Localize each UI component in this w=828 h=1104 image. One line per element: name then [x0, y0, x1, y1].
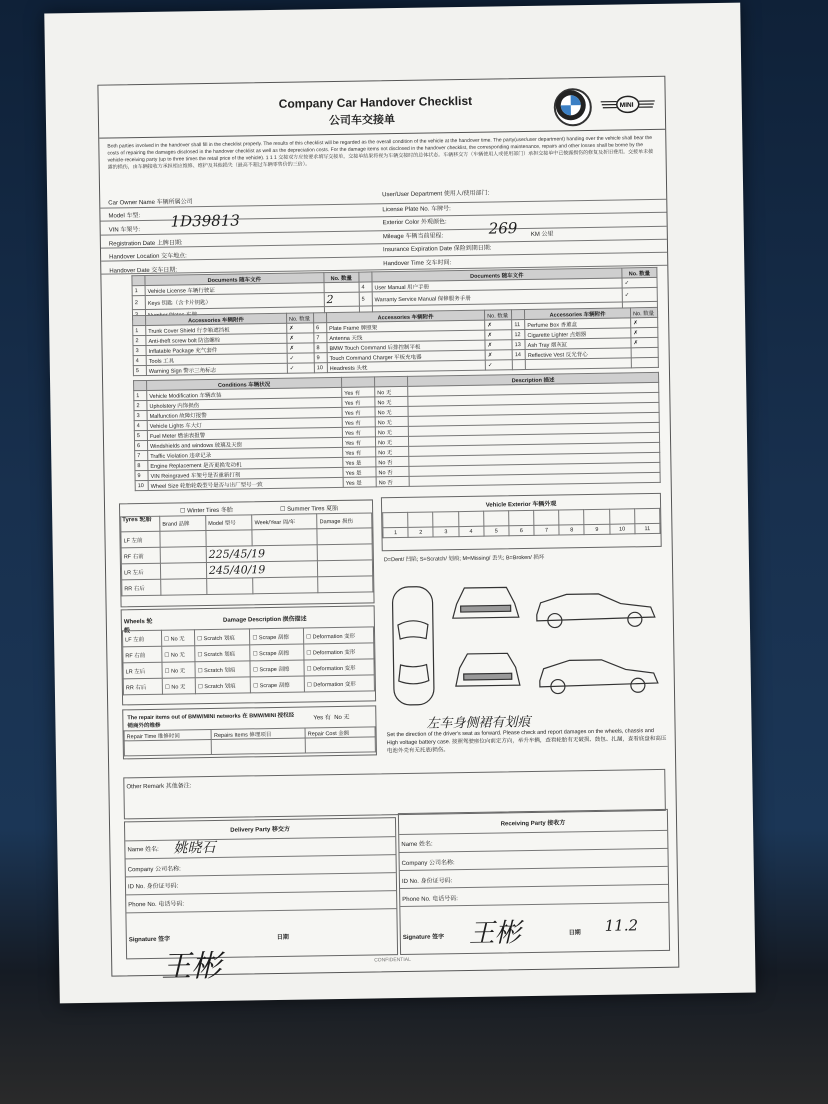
check-mark[interactable]: ✓ — [622, 287, 657, 302]
table-row: 1 Vehicle Modification 车辆改装 Yes 有 No 无 — [134, 382, 659, 400]
paper-sheet — [44, 3, 755, 1004]
table-row: 1 Vehicle License 车辆行驶证 4 User Manual 用户手册 ✓ — [132, 277, 657, 295]
delivery-company-field[interactable]: Company 公司名称: — [127, 866, 181, 874]
tyres-section: Tyres 轮胎 ☐ Winter Tires 冬胎 ☐ Summer Tires 夏胎 Brand 品牌 Model 型号 Week/Year 周/年 Damage 损伤 LF 左前 RF 右前 225/45/19 LR 左后 245/40/19 RR 右后 — [119, 499, 375, 607]
car-rear-view — [455, 653, 519, 686]
vin-field[interactable]: VIN 车架号: — [108, 227, 141, 234]
keys-count-handwriting: 2 — [326, 293, 334, 307]
form-title-cn: 公司车交接单 — [328, 114, 396, 128]
tyre-model-rf-handwriting: 225/45/19 — [208, 547, 266, 562]
table-row: 7 Traffic Violation 违章记录 Yes 有 No 无 — [135, 442, 660, 460]
documents-no-header: No. 数量 — [324, 272, 359, 283]
confidential-footer: CONFIDENTIAL — [374, 956, 411, 964]
damage-legend: D=Dent/ 凹陷; S=Scratch/ 划痕; M=Missing/ 丢失; B=Broken/ 损坏 — [383, 554, 545, 564]
conditions-table: Conditions 车辆状况 Description 描述 1 Vehicle Modification 车辆改装 Yes 有 No 无 2 Upholstery 内饰损伤 Yes 有 No 无 3 Malfunction 故障灯报警 Yes 有 No 无 4 Vehicle Lights 车大灯 Yes 有 No 无 5 Fuel Meter 燃油表报警 Yes 有 No 无 6 Windshields and windows 玻璃及天窗 Yes 有 No 无 7 Traffic Violation 违章记录 Yes 有 No 无 8 Engine Replacement 是否更换发动机 Yes 是 No 否 9 VIN Reingraved 车架号是否重新打刻 Yes 是 No 否 10 Wheel Size 轮胎轮毂型号是否与出厂型号一致 Yes 是 No 否 — [133, 372, 661, 491]
car-side-view-right — [536, 593, 655, 628]
user-field[interactable]: User/User Department 使用人/使用部门: — [382, 190, 490, 199]
registration-field[interactable]: Registration Date 上牌日期: — [108, 240, 183, 248]
car-top-view — [392, 587, 434, 706]
mini-logo-icon — [599, 95, 657, 114]
table-row: 2 Keys 钥匙（含卡片钥匙） 2 5 Warranty Service Manual 保修服务手册 ✓ — [132, 287, 657, 309]
receiving-signature-field[interactable]: Signature 签字 — [402, 934, 445, 942]
receiving-company-field[interactable]: Company 公司名称: — [401, 860, 455, 868]
table-row: 5 Fuel Meter 燃油表报警 Yes 有 No 无 — [134, 422, 659, 440]
mileage-unit: KM 公里 — [530, 231, 554, 238]
car-side-view-left — [539, 659, 658, 694]
table-row: 5 Warning Sign 警示三角标志 ✓ 10 Headrests 头枕 ✓ — [133, 357, 658, 375]
receiving-phone-field[interactable]: Phone No. 电话号码: — [402, 896, 458, 904]
exterior-section: Vehicle Exterior 车辆外观 1 2 3 4 5 6 7 8 9 10 11 — [381, 493, 662, 551]
receiving-date-handwriting: 11.2 — [604, 916, 639, 935]
table-row: 4 Vehicle Lights 车大灯 Yes 有 No 无 — [134, 412, 659, 430]
accessories-table: Accessories 车辆附件 No. 数量 Accessories 车辆附件 No. 数量 Accessories 车辆附件 No. 数量 1 Trunk Cover Shield 行李箱遮挡板 ✗ 6 Plate Frame 牌照架 ✗ 11 Perfume Box 香薰盒 ✗ 2 Anti-theft screw bolt 防盗螺栓 ✗ 7 Antenna 天线 ✗ 12 Cigarette Lighter 点烟器 ✗ 3 Inflatable Package 充气套件 ✗ 8 BMW Touch Command 后排控制平板 ✗ 13 Ash Tray 烟灰缸 ✗ 4 Tools 工具 ✓ 9 Touch Command Charger 平板充电器 ✗ 14 Reflective Vest 反光背心 5 Warning Sign 警示三角标志 ✓ 10 Headrests 头枕 ✓ — [132, 307, 659, 376]
model-field[interactable]: Model 车型: — [108, 213, 141, 220]
table-row: RR 右后 — [122, 576, 373, 596]
receiving-party-box: Receiving Party 接收方 Name 姓名: Company 公司名称: ID No. 身份证号码: Phone No. 电话号码: Signature 签字 王彬 日期 11.2 — [398, 809, 670, 955]
delivery-phone-field[interactable]: Phone No. 电话号码: — [128, 901, 185, 909]
table-row: 6 Windshields and windows 玻璃及天窗 Yes 有 No 无 — [134, 432, 659, 450]
receiving-signature-handwriting: 王彬 — [468, 918, 522, 949]
receiving-id-field[interactable]: ID No. 身份证号码: — [401, 878, 453, 886]
table-row: 3 Malfunction 故障灯报警 Yes 有 No 无 — [134, 402, 659, 420]
time-field[interactable]: Handover Time 交车时间: — [383, 260, 452, 268]
documents-no-header-right: No. 数量 — [622, 267, 657, 278]
table-row: 10 Wheel Size 轮胎轮毂型号是否与出厂型号一致 Yes 是 No 否 — [135, 472, 660, 490]
vin-handwriting: 1D39813 — [170, 211, 240, 231]
mileage-field[interactable]: Mileage 车辆当前里程: — [382, 233, 444, 241]
documents-header-right: Documents 随车文件 — [372, 268, 622, 282]
car-diagram[interactable] — [388, 579, 660, 713]
inspection-instruction: Set the direction of the driver's seat as forward. Please check and report damages on the wheels, chassis and High voltage battery case. 按照驾驶座位向前定方向，举升车辆，查看轮胎有无破损、鼓包、扎漏，查看底盘和高压电池外壳有无托底/损伤。 — [386, 728, 667, 755]
delivery-party-box: Delivery Party 移交方 Name 姓名: 姚晓石 Company 公司名称: ID No. 身份证号码: Phone No. 电话号码: Signature 签字 日期 — [124, 817, 398, 959]
location-field[interactable]: Handover Location 交车地点: — [109, 253, 187, 261]
car-front-view — [452, 587, 518, 618]
repairs-section: The repair items out of BMW/MINI networks 在 BMW/MINI 授权经销商外的维修 Yes 有 No 无 Repair Time 维修时间 Repairs Items 修理项目 Repair Cost 金额 — [122, 705, 377, 759]
table-row: LF 左前 ☐ No 无 ☐ Scratch 划痕 ☐ Scrape 刮擦 ☐ Deformation 变形 — [122, 627, 373, 647]
table-row: 2 Anti-theft screw bolt 防盗螺栓 ✗ 7 Antenna 天线 ✗ 12 Cigarette Lighter 点烟器 ✗ — [133, 327, 658, 345]
bottom-handwriting-mark: 王彬 — [160, 948, 222, 985]
notice-text: Both parties involved in the handover shall fill in the checklist properly. The results of this checklist will be regarded as the overall condition of the vehicle at the handover time. The party(user/user department) handing over the vehicle shall bear the costs of repairing the damages disclosed in the handover checklist as well as the depreciation costs. For the damage items not disclosed in the handover checklist, the corresponding maintenance, repairs and other losses shall be borne by the vehicle-receiving party (up to three times the retail price of the vehicle). 1 1 1 交接双方应按要求填写交接单，交接单结果将视为车辆交接时的总体状态。车辆移交方（车辆使用人或使用部门）承担交接单中已披露损伤的修复及折旧费用。交接单未披露的损伤，由车辆接收方承担相应维修、维护及其他损失（最高不超过车辆零售价的三倍）。 — [107, 134, 654, 171]
table-row: RF 右前 ☐ No 无 ☐ Scratch 划痕 ☐ Scrape 刮擦 ☐ Deformation 变形 — [123, 643, 374, 663]
summer-tires-checkbox[interactable]: ☐ Summer Tires 夏胎 — [280, 505, 339, 513]
table-row: LR 左后 245/40/19 — [121, 560, 372, 580]
delivery-name-handwriting: 姚晓石 — [173, 839, 216, 857]
table-row: RR 右后 ☐ No 无 ☐ Scratch 划痕 ☐ Scrape 刮擦 ☐ Deformation 变形 — [123, 675, 374, 695]
check-mark[interactable]: ✓ — [622, 277, 657, 288]
receiving-date-field[interactable]: 日期 — [568, 930, 581, 937]
owner-field[interactable]: Car Owner Name 车辆所属公司 — [108, 199, 193, 207]
mileage-handwriting: 269 — [488, 219, 518, 238]
winter-tires-checkbox[interactable]: ☐ Winter Tires 冬胎 — [180, 507, 233, 515]
table-row: 4 Tools 工具 ✓ 9 Touch Command Charger 平板充电器 ✗ 14 Reflective Vest 反光背心 — [133, 347, 658, 365]
table-row: 1 Trunk Cover Shield 行李箱遮挡板 ✗ 6 Plate Frame 牌照架 ✗ 11 Perfume Box 香薰盒 ✗ — [133, 317, 658, 335]
other-remark-box[interactable]: Other Remark 其他备注: — [123, 769, 666, 820]
form-title-en: Company Car Handover Checklist — [278, 93, 473, 111]
table-row: LF 左前 — [121, 528, 372, 548]
table-row: 9 VIN Reingraved 车架号是否重新打刻 Yes 是 No 否 — [135, 462, 660, 480]
delivery-id-field[interactable]: ID No. 身份证号码: — [127, 883, 179, 891]
table-row: 2 Upholstery 内饰损伤 Yes 有 No 无 — [134, 392, 659, 410]
bmw-logo-icon — [554, 88, 593, 127]
wheels-section: Wheels 轮毂 Damage Description 损伤描述 LF 左前 ☐ No 无 ☐ Scratch 划痕 ☐ Scrape 刮擦 ☐ Deformation 变形 RF 右前 ☐ No 无 ☐ Scratch 划痕 ☐ Scrape 刮擦 ☐ Deformation 变形 LR 左后 ☐ No 无 ☐ Scratch 划痕 ☐ Scrape 刮擦 ☐ Deformation 变形 RR 右后 ☐ No 无 ☐ Scratch 划痕 ☐ Scrape 刮擦 ☐ Deformation 变形 — [121, 605, 376, 705]
table-row: LR 左后 ☐ No 无 ☐ Scratch 划痕 ☐ Scrape 刮擦 ☐ Deformation 变形 — [123, 659, 374, 679]
table-row: 3 Number Plates 车牌 — [132, 301, 657, 319]
table-row: 3 Inflatable Package 充气套件 ✗ 8 BMW Touch Command 后排控制平板 ✗ 13 Ash Tray 烟灰缸 ✗ — [133, 337, 658, 355]
date-field[interactable]: Handover Date 交车日期: — [109, 267, 178, 275]
delivery-signature-field[interactable]: Signature 签字 — [128, 936, 171, 944]
insurance-field[interactable]: Insurance Expiration Date 保险到期日期: — [382, 245, 492, 254]
svg-text:MINI: MINI — [619, 101, 634, 109]
tyre-model-lr-handwriting: 245/40/19 — [208, 563, 266, 578]
color-field[interactable]: Exterior Color 外观颜色: — [382, 219, 447, 227]
tyres-label: Tyres 轮胎 — [122, 516, 152, 524]
table-row: 8 Engine Replacement 是否更换发动机 Yes 是 No 否 — [135, 452, 660, 470]
delivery-date-field[interactable]: 日期 — [276, 934, 289, 941]
delivery-name-field[interactable]: Name 姓名: — [127, 846, 159, 854]
table-row: RF 右前 225/45/19 — [121, 544, 372, 564]
checklist-form — [97, 76, 679, 977]
documents-header-left: Documents 随车文件 — [145, 273, 324, 286]
plate-field[interactable]: License Plate No. 车牌号: — [382, 206, 451, 214]
receiving-name-field[interactable]: Name 姓名: — [401, 841, 433, 849]
form-header — [98, 77, 665, 139]
remark-handwriting: 左车身侧裙有划痕 — [426, 714, 531, 732]
